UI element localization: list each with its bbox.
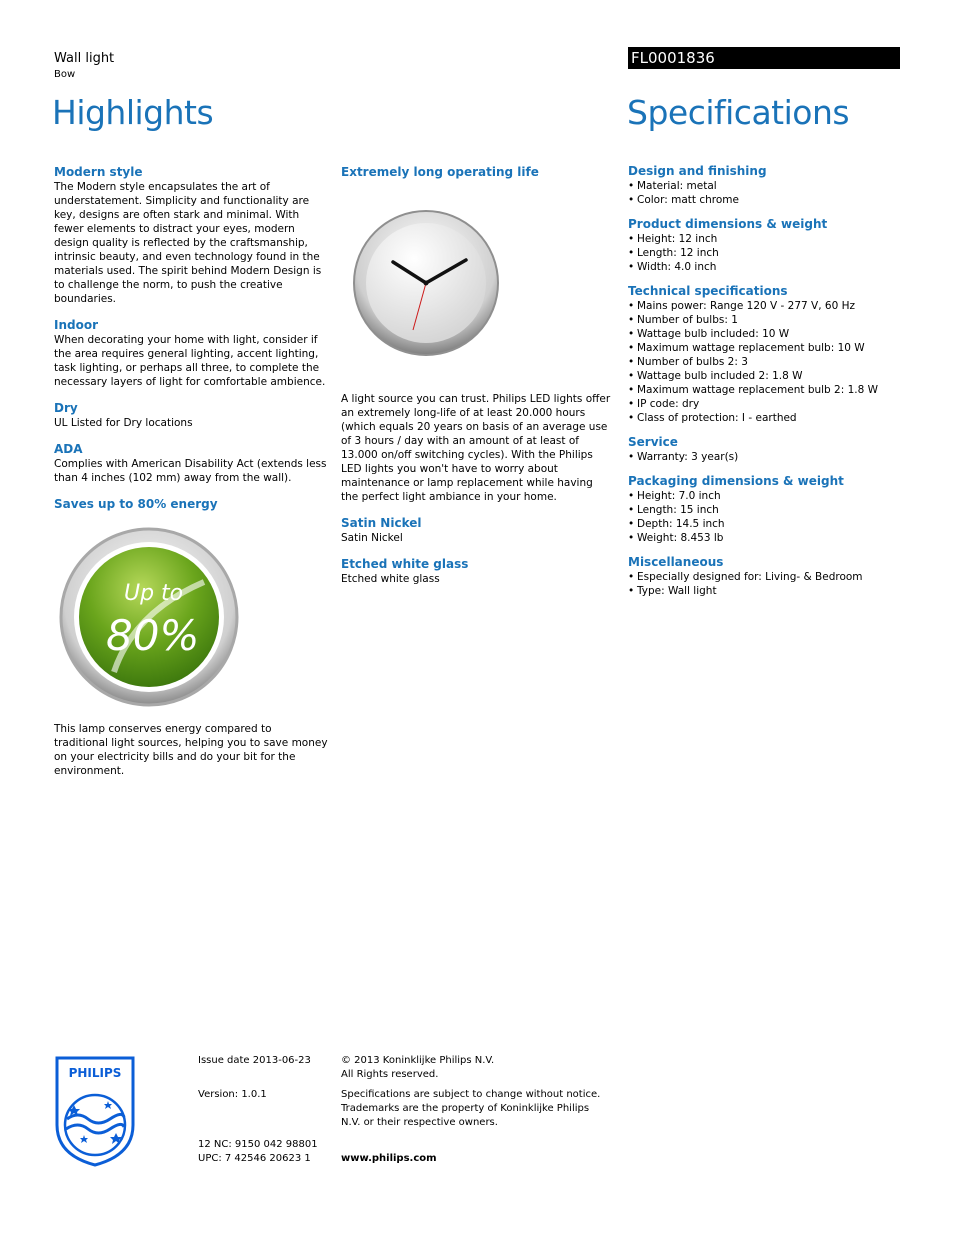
highlight-etched-glass [341,557,613,586]
highlights-title: Highlights [52,93,214,132]
spec-design-finishing [628,164,903,207]
spec-packaging-dimensions [628,474,903,545]
spec-item: • IP code: dry [628,397,903,411]
spec-item: • Number of bulbs 2: 3 [628,355,903,369]
highlight-indoor [54,318,328,389]
spec-item: • Depth: 14.5 inch [628,517,903,531]
issue-date: Issue date 2013-06-23 [198,1055,311,1066]
highlight-heading: Modern style [54,165,143,179]
spec-item: • Height: 12 inch [628,232,903,246]
highlight-text: This lamp conserves energy compared to traditional light sources, helping you to save money on your electricity bills and do your bit for the environment. [54,723,328,777]
highlight-heading: Dry [54,401,78,415]
spec-product-dimensions [628,217,903,274]
website-link[interactable]: www.philips.com [341,1153,437,1164]
highlight-satin-nickel [341,516,613,545]
copyright: © 2013 Koninklijke Philips N.V. [341,1055,495,1066]
specifications-column [628,164,903,608]
highlight-text: When decorating your home with light, consider if the area requires general lighting, accent lighting, task lighting, or perhaps all three, to complete the necessary layers of light for comfortable ambience. [54,334,326,388]
spec-heading: Product dimensions & weight [628,217,828,231]
highlight-heading: Satin Nickel [341,516,422,530]
highlight-text: Complies with American Disability Act (extends less than 4 inches (102 mm) away from the wall). [54,458,327,484]
spec-heading: Technical specifications [628,284,788,298]
philips-logo [54,1055,136,1167]
spec-item: • Type: Wall light [628,584,903,598]
spec-miscellaneous [628,555,903,598]
clock-image [341,198,511,368]
spec-item: • Height: 7.0 inch [628,489,903,503]
highlight-text: The Modern style encapsulates the art of understatement. Simplicity and functionality are key, designs are often stark and minimal. With fewer elements to distract your eyes, modern design quality is reflected by the craftsmanship, intrinsic beauty, and even technology found in the materials used. The spirit behind Modern Design is to challenge the norm, to push the creative boundaries. [54,181,322,305]
highlights-column-1 [54,165,328,790]
highlight-modern-style [54,165,328,306]
product-code: FL0001836 [628,47,900,69]
spec-item: • Maximum wattage replacement bulb 2: 1.8 W [628,383,903,397]
highlight-text: UL Listed for Dry locations [54,417,193,429]
highlight-heading: Saves up to 80% energy [54,497,218,511]
highlight-heading: ADA [54,442,83,456]
energy-badge-image [54,522,244,712]
spec-item: • Length: 12 inch [628,246,903,260]
spec-heading: Packaging dimensions & weight [628,474,844,488]
spec-item: • Weight: 8.453 lb [628,531,903,545]
spec-item: • Width: 4.0 inch [628,260,903,274]
legal-notice: Specifications are subject to change without notice. Trademarks are the property of Koninklijke Philips N.V. or their respective owners. [341,1089,601,1128]
specifications-title: Specifications [627,93,850,132]
spec-technical [628,284,903,425]
spec-item: • Especially designed for: Living- & Bedroom [628,570,903,584]
highlight-text: Etched white glass [341,573,440,585]
upc-code: UPC: 7 42546 20623 1 [198,1153,311,1164]
highlight-ada [54,442,328,485]
version: Version: 1.0.1 [198,1089,267,1100]
product-name: Bow [54,69,76,80]
spec-item: • Length: 15 inch [628,503,903,517]
highlight-heading: Extremely long operating life [341,165,539,179]
highlight-energy [54,497,328,778]
spec-item: • Warranty: 3 year(s) [628,450,903,464]
spec-heading: Service [628,435,678,449]
highlight-heading: Indoor [54,318,99,332]
product-type: Wall light [54,51,115,66]
spec-item: • Maximum wattage replacement bulb: 10 W [628,341,903,355]
highlight-long-life [341,165,613,504]
highlight-heading: Etched white glass [341,557,469,571]
nc-code: 12 NC: 9150 042 98801 [198,1139,318,1150]
spec-heading: Design and finishing [628,164,767,178]
logo-wordmark: PHILIPS [68,1066,122,1080]
spec-item: • Mains power: Range 120 V - 277 V, 60 Hz [628,299,903,313]
spec-item: • Number of bulbs: 1 [628,313,903,327]
highlight-text: Satin Nickel [341,532,403,544]
rights: All Rights reserved. [341,1069,439,1080]
spec-service [628,435,903,464]
highlight-text: A light source you can trust. Philips LED lights offer an extremely long-life of at least 20.000 hours (which equals 20 years on basis of an average use of 3 hours / day with an amount of at least of 13.000 on/off switching cycles). With the Philips LED lights you won't have to worry about maintenance or lamp replacement while having the perfect light ambiance in your home. [341,393,611,503]
spec-item: • Class of protection: I - earthed [628,411,903,425]
spec-heading: Miscellaneous [628,555,724,569]
spec-item: • Color: matt chrome [628,193,903,207]
spec-item: • Material: metal [628,179,903,193]
spec-item: • Wattage bulb included 2: 1.8 W [628,369,903,383]
badge-top-text: Up to [124,581,184,606]
highlight-dry [54,401,328,430]
highlights-column-2 [341,165,613,598]
badge-value-text: 80% [106,611,200,660]
spec-item: • Wattage bulb included: 10 W [628,327,903,341]
